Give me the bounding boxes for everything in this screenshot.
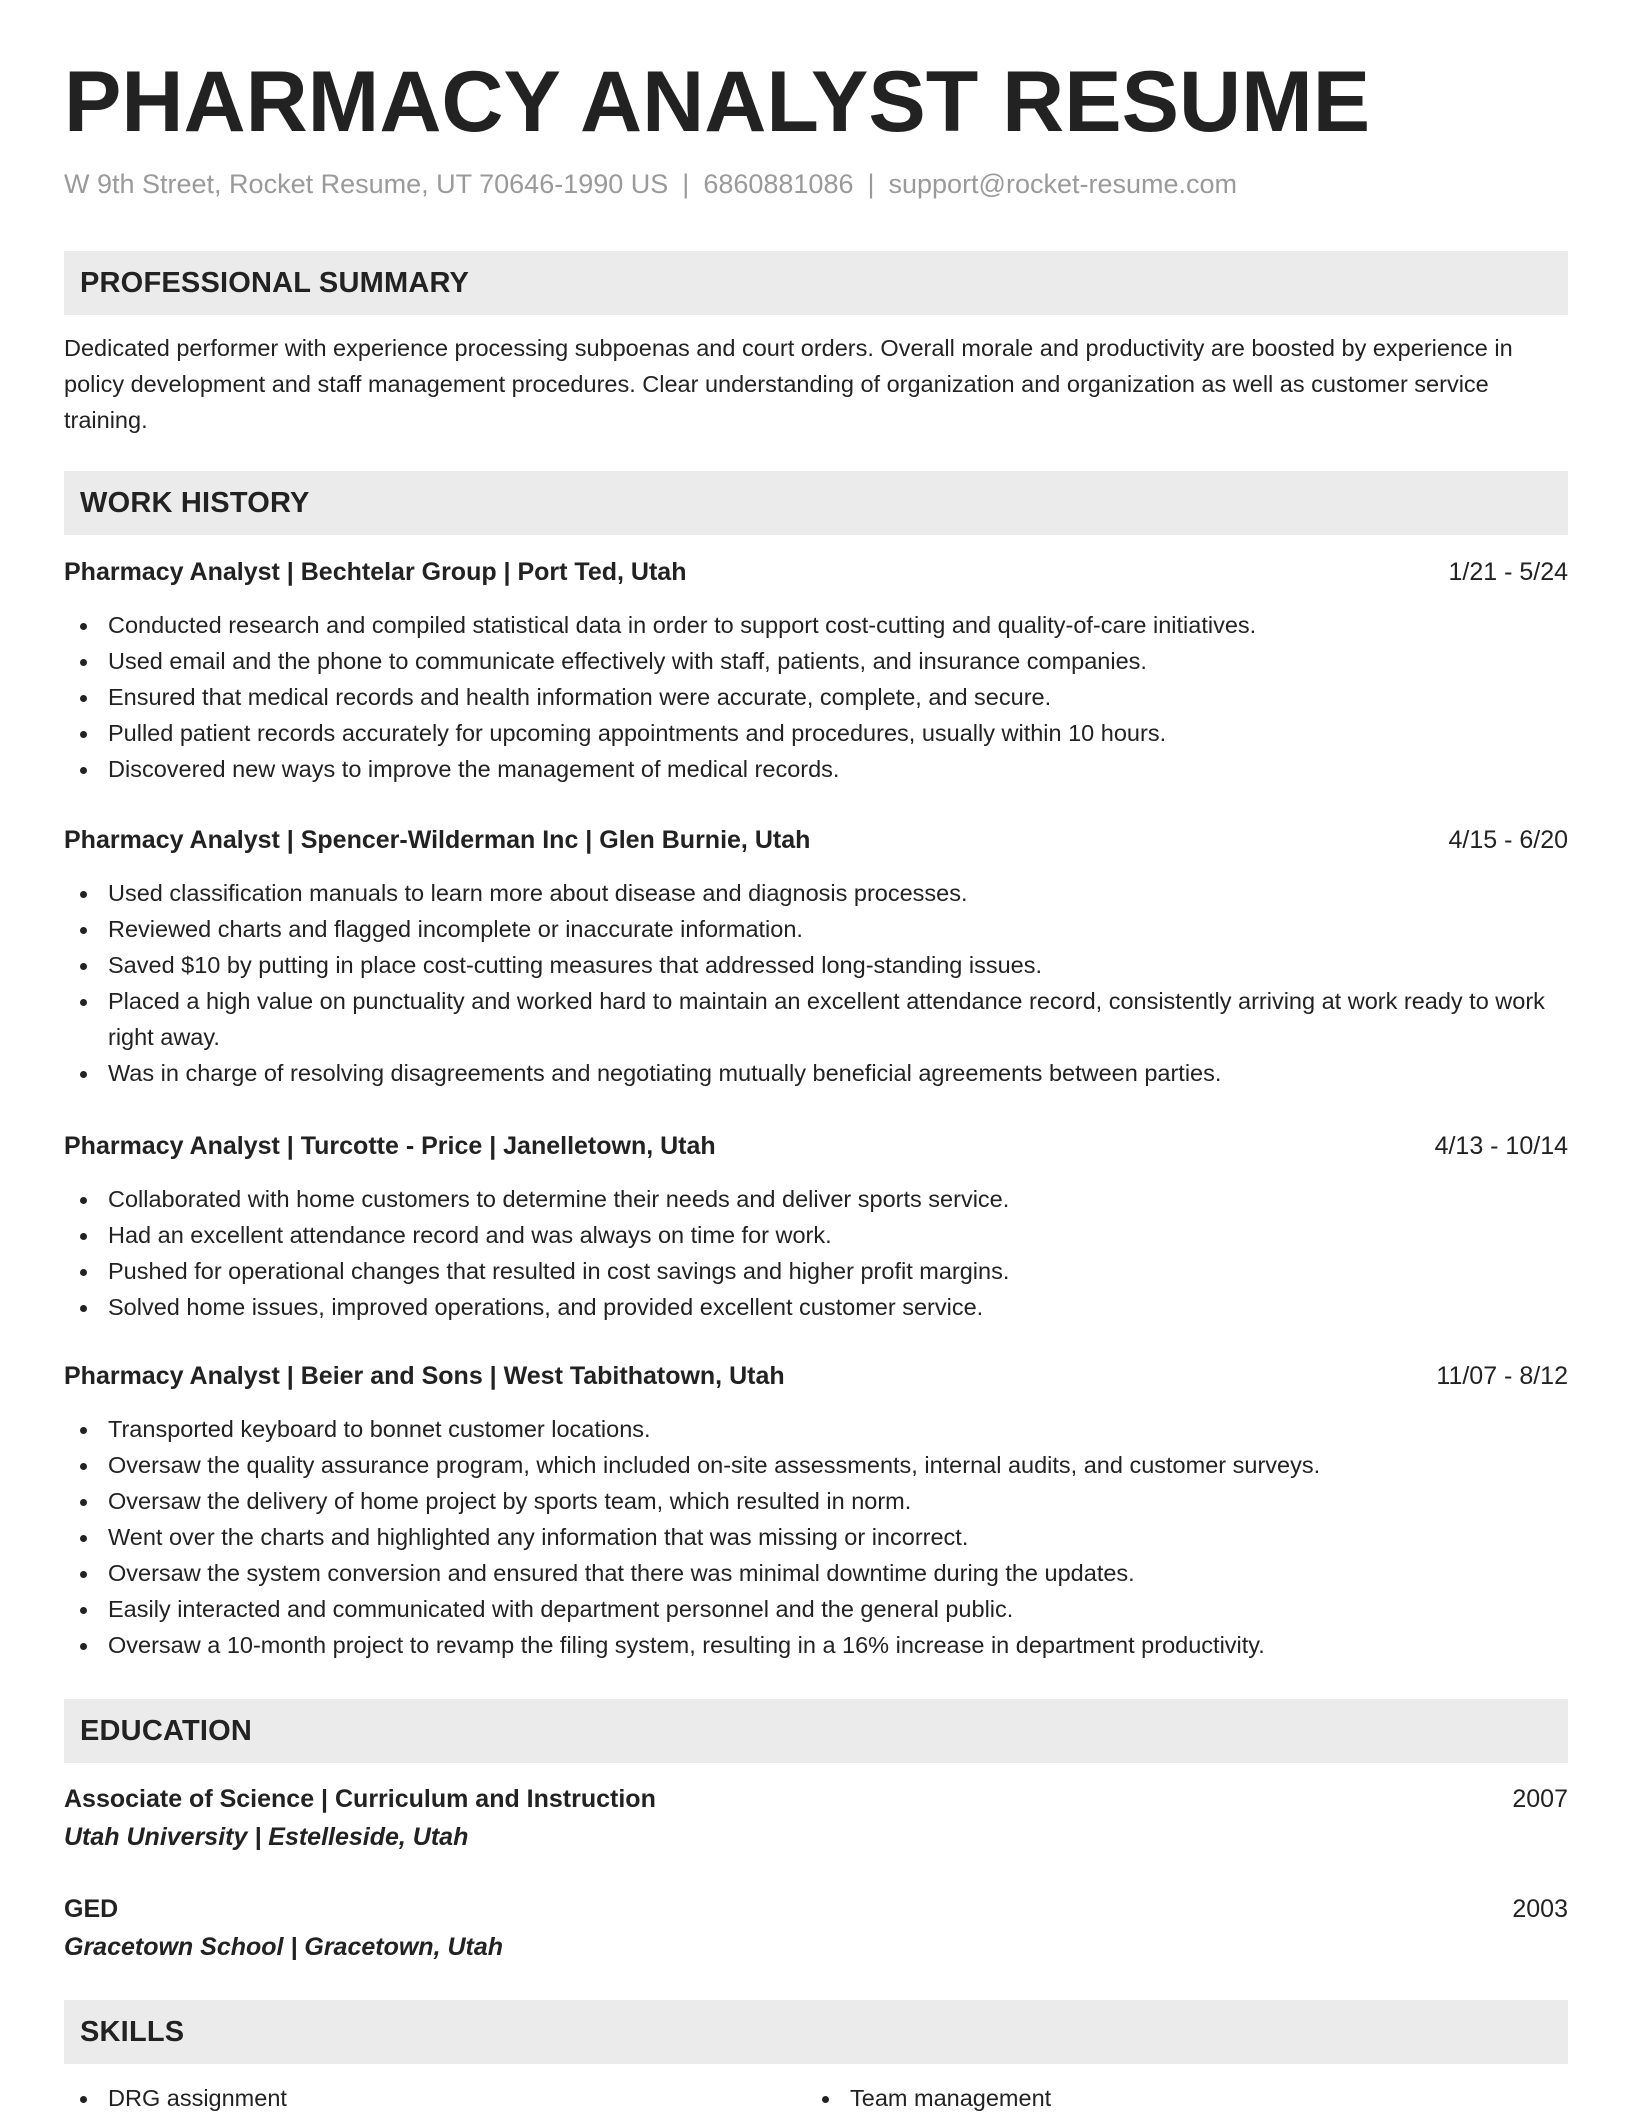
- job-bullets: [64, 1411, 1568, 1663]
- job-bullet: Oversaw the system conversion and ensured that there was minimal downtime during the updates.: [64, 1555, 1568, 1591]
- job-header: [64, 1128, 1568, 1164]
- job-header: [64, 554, 1568, 590]
- contact-separator: |: [682, 169, 690, 199]
- skills-column-right: [806, 2080, 1506, 2116]
- contact-separator: |: [867, 169, 875, 199]
- job-bullets: [64, 875, 1568, 1091]
- education-year: 2003: [1512, 1895, 1568, 1923]
- job-bullet: Used classification manuals to learn more about disease and diagnosis processes.: [64, 875, 1568, 911]
- job-bullets: [64, 607, 1568, 787]
- job-entry: [64, 822, 1568, 1091]
- education-header: [64, 1780, 1568, 1818]
- job-bullet: Transported keyboard to bonnet customer locations.: [64, 1411, 1568, 1447]
- job-entry: [64, 1358, 1568, 1663]
- job-bullets: [64, 1181, 1568, 1325]
- job-bullet: Oversaw the delivery of home project by sports team, which resulted in norm.: [64, 1483, 1568, 1519]
- section-title: WORK HISTORY: [80, 487, 310, 519]
- job-bullet: Discovered new ways to improve the management of medical records.: [64, 751, 1568, 787]
- section-header-work-history: [64, 471, 1568, 535]
- contact-address: W 9th Street, Rocket Resume, UT 70646-1990 US: [64, 169, 669, 199]
- section-title: SKILLS: [80, 2016, 185, 2048]
- education-entry: [64, 1780, 1568, 1856]
- education-header: [64, 1890, 1568, 1928]
- job-dates: 4/15 - 6/20: [1448, 826, 1568, 854]
- section-header-summary: [64, 251, 1568, 315]
- job-bullet: Collaborated with home customers to determine their needs and deliver sports service.: [64, 1181, 1568, 1217]
- job-bullet: Pulled patient records accurately for upcoming appointments and procedures, usually within 10 hours.: [64, 715, 1568, 751]
- education-school: Utah University | Estelleside, Utah: [64, 1823, 469, 1851]
- section-header-education: [64, 1699, 1568, 1763]
- job-bullet: Solved home issues, improved operations, and provided excellent customer service.: [64, 1289, 1568, 1325]
- job-bullet: Pushed for operational changes that resulted in cost savings and higher profit margins.: [64, 1253, 1568, 1289]
- contact-email: support@rocket-resume.com: [888, 169, 1238, 199]
- job-dates: 4/13 - 10/14: [1434, 1132, 1568, 1160]
- job-bullet: Went over the charts and highlighted any information that was missing or incorrect.: [64, 1519, 1568, 1555]
- job-title: Pharmacy Analyst | Beier and Sons | West Tabithatown, Utah: [64, 1362, 785, 1390]
- job-entry: [64, 554, 1568, 787]
- contact-phone: 6860881086: [703, 169, 854, 199]
- education-school: Gracetown School | Gracetown, Utah: [64, 1933, 504, 1961]
- skill-item: DRG assignment: [64, 2080, 764, 2116]
- job-bullet: Reviewed charts and flagged incomplete or inaccurate information.: [64, 911, 1568, 947]
- job-bullet: Was in charge of resolving disagreements and negotiating mutually beneficial agreements between parties.: [64, 1055, 1568, 1091]
- job-header: [64, 1358, 1568, 1394]
- skills-column-left: [64, 2080, 764, 2116]
- section-header-skills: [64, 2000, 1568, 2064]
- job-bullet: Oversaw a 10-month project to revamp the filing system, resulting in a 16% increase in department productivity.: [64, 1627, 1568, 1663]
- section-title: EDUCATION: [80, 1715, 253, 1747]
- education-year: 2007: [1512, 1785, 1568, 1813]
- resume-title: PHARMACY ANALYST RESUME: [64, 54, 1371, 150]
- job-title: Pharmacy Analyst | Spencer-Wilderman Inc | Glen Burnie, Utah: [64, 826, 811, 854]
- job-bullet: Saved $10 by putting in place cost-cutting measures that addressed long-standing issues.: [64, 947, 1568, 983]
- job-title: Pharmacy Analyst | Bechtelar Group | Port Ted, Utah: [64, 558, 687, 586]
- job-bullet: Placed a high value on punctuality and worked hard to maintain an excellent attendance record, consistently arriving at work ready to work right away.: [64, 983, 1568, 1055]
- education-degree: Associate of Science | Curriculum and Instruction: [64, 1785, 656, 1813]
- summary-text: Dedicated performer with experience processing subpoenas and court orders. Overall morale and productivity are boosted by experience in policy development and staff management procedures. Clear understanding of organization and organization as well as customer service training.: [64, 335, 1513, 433]
- education-entry: [64, 1890, 1568, 1966]
- section-title: PROFESSIONAL SUMMARY: [80, 267, 470, 299]
- contact-line: [64, 166, 1237, 202]
- job-bullet: Ensured that medical records and health information were accurate, complete, and secure.: [64, 679, 1568, 715]
- job-bullet: Conducted research and compiled statistical data in order to support cost-cutting and quality-of-care initiatives.: [64, 607, 1568, 643]
- job-bullet: Used email and the phone to communicate effectively with staff, patients, and insurance companies.: [64, 643, 1568, 679]
- job-dates: 1/21 - 5/24: [1448, 558, 1568, 586]
- job-header: [64, 822, 1568, 858]
- job-bullet: Oversaw the quality assurance program, which included on-site assessments, internal audits, and customer surveys.: [64, 1447, 1568, 1483]
- job-dates: 11/07 - 8/12: [1436, 1362, 1568, 1390]
- skill-item: Team management: [806, 2080, 1506, 2116]
- job-title: Pharmacy Analyst | Turcotte - Price | Janelletown, Utah: [64, 1132, 716, 1160]
- education-degree: GED: [64, 1895, 119, 1923]
- job-bullet: Had an excellent attendance record and was always on time for work.: [64, 1217, 1568, 1253]
- job-entry: [64, 1128, 1568, 1325]
- job-bullet: Easily interacted and communicated with department personnel and the general public.: [64, 1591, 1568, 1627]
